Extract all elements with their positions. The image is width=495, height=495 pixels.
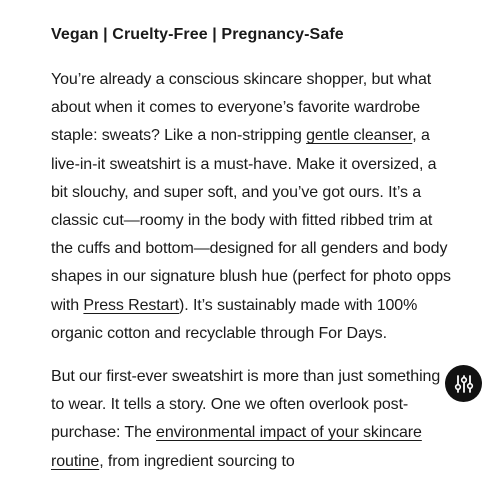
environmental-impact-link[interactable]: environmental impact of your skincare routine [51,424,422,470]
paragraph-1-text-c: ). It’s sustainably made with 100% organic cotton and recyclable through For Days. [51,296,418,342]
paragraph-2-text-a: But our first-ever sweatshirt is more than just something to wear. It tells a story. One we often overlook post-purchase: The [51,368,441,442]
accessibility-settings-button[interactable] [445,365,482,402]
product-attributes-heading: Vegan | Cruelty-Free | Pregnancy-Safe [51,26,344,43]
paragraph-2-text-b: , from ingredient sourcing to [99,452,295,470]
gentle-cleanser-link[interactable]: gentle cleanser [306,127,413,145]
sliders-icon [453,373,475,395]
press-restart-link[interactable]: Press Restart [83,296,180,314]
description-paragraph-1 [51,66,451,348]
product-description [51,20,451,491]
paragraph-1-text-a: You’re already a conscious skincare shopper, but what about when it comes to everyone’s favorite wardrobe staple: sweats? Like a non-stripping [51,71,432,145]
paragraph-1-text-b: , a live-in-it sweatshirt is a must-have. Make it oversized, a bit slouchy, and super soft, and you’ve got ours. It’s a classic cut—roomy in the body with fitted ribbed trim at the cuffs and bottom—designed for all genders and body shapes in our signature blush hue (perfect for photo opps with [51,127,451,314]
description-paragraph-2 [51,363,451,476]
